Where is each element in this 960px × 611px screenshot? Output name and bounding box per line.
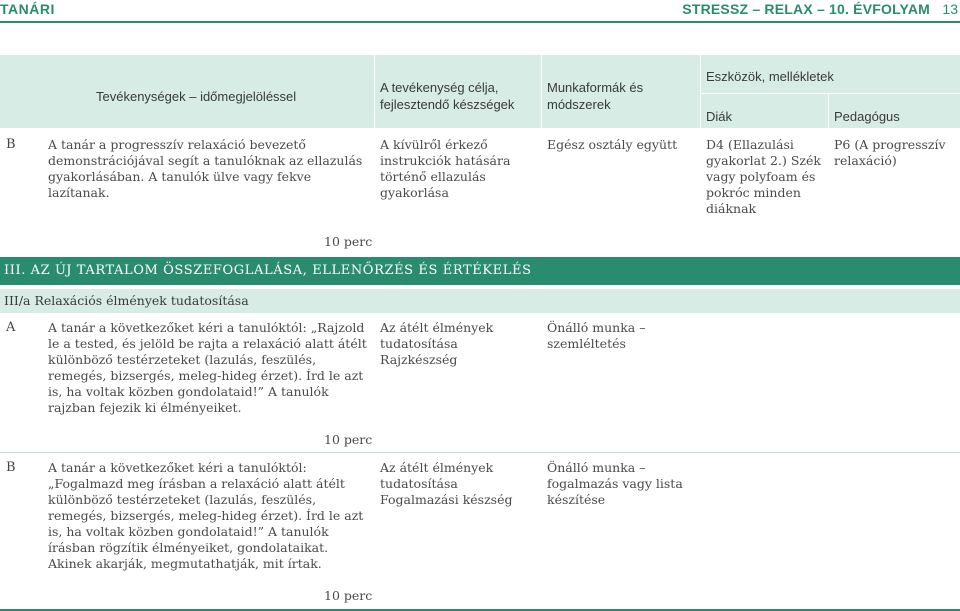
subsection-title: III/a Relaxációs élmények tudatosítása bbox=[4, 293, 249, 308]
activity-text: A tanár a következőket kéri a tanulóktól: „Rajzold le a tested, és jelöld be rajta a relaxáció alatt átélt különböző testérzeteket (lazulás, feszülés, remegés, bizsergés, meleg-hideg érzet). Írd le azt is, ha voltak közben gondolataid!” A tanulók rajzban fejezik ki élményeiket. bbox=[48, 320, 367, 415]
table-header bbox=[0, 55, 960, 128]
running-header bbox=[0, 0, 960, 20]
header-divider bbox=[700, 55, 701, 128]
section-title: III. AZ ÚJ TARTALOM ÖSSZEFOGLALÁSA, ELLENŐRZÉS ÉS ÉRTÉKELÉS bbox=[4, 263, 532, 278]
page-number: 13 bbox=[942, 1, 958, 17]
row-mark: B bbox=[6, 137, 16, 152]
goal-line: Rajzkészség bbox=[380, 352, 458, 367]
col-header-goal-line1: A tevékenység célja, bbox=[380, 80, 499, 95]
row-mark: B bbox=[6, 460, 16, 475]
header-left-title: TANÁRI bbox=[0, 1, 55, 17]
col-header-teacher: Pedagógus bbox=[834, 109, 900, 124]
header-right-title: STRESSZ – RELAX – 10. ÉVFOLYAM bbox=[682, 1, 930, 17]
col-header-methods-line1: Munkaformák és bbox=[547, 80, 644, 95]
method-text: Egész osztály együtt bbox=[547, 137, 678, 152]
duration: 10 perc bbox=[324, 234, 373, 249]
col-header-methods-line2: módszerek bbox=[547, 97, 611, 112]
activity-text: A tanár a következőket kéri a tanulóktól: „Fogalmazd meg írásban a relaxáció alatt átélt különböző testérzeteket (lazulás, feszülés, remegés, bizsergés, meleg-hideg érzet). Írd le azt is, ha voltak közben gondolataid!” A tanulók írásban rögzítik élményeiket, gondolataikat. Akinek akarják, megmutathatják, mit írtak. bbox=[48, 460, 364, 571]
col-header-goal bbox=[380, 79, 514, 113]
goal-text: A kívülről érkező instrukciók hatására történő ellazulás gyakorlása bbox=[380, 137, 511, 200]
activity-text: A tanár a progresszív relaxáció bevezető demonstrációjával segít a tanulóknak az ellazulás gyakorlásában. A tanulók ülve vagy fekve lazítanak. bbox=[48, 137, 363, 200]
goal-line: Az átélt élmények tudatosítása bbox=[380, 460, 494, 491]
duration: 10 perc bbox=[324, 432, 373, 447]
goal-text bbox=[380, 320, 535, 368]
header-divider bbox=[828, 93, 829, 128]
header-rule bbox=[0, 21, 960, 23]
header-divider bbox=[541, 55, 542, 128]
student-tools-text: D4 (Ellazulási gyakorlat 2.) Szék vagy polyfoam és pokróc minden diáknak bbox=[706, 137, 821, 216]
col-header-methods bbox=[547, 79, 643, 113]
subsection-heading bbox=[0, 289, 960, 313]
col-header-tools: Eszközök, mellékletek bbox=[706, 69, 834, 84]
goal-text bbox=[380, 460, 535, 508]
duration: 10 perc bbox=[324, 588, 373, 603]
goal-line: Az átélt élmények tudatosítása bbox=[380, 320, 494, 351]
row-divider bbox=[0, 452, 960, 453]
row-mark: A bbox=[6, 320, 16, 335]
section-heading bbox=[0, 257, 960, 285]
header-divider bbox=[374, 55, 375, 128]
col-header-activities: Tevékenységek – időmegjelöléssel bbox=[96, 89, 297, 104]
method-text: Önálló munka – szemléltetés bbox=[547, 320, 646, 351]
goal-line: Fogalmazási készség bbox=[380, 492, 513, 507]
col-header-student: Diák bbox=[706, 109, 733, 124]
col-header-goal-line2: fejlesztendő készségek bbox=[380, 97, 515, 112]
header-subdivider bbox=[700, 93, 960, 94]
method-text: Önálló munka – fogalmazás vagy lista készítése bbox=[547, 460, 683, 507]
teacher-tools-text: P6 (A progresszív relaxáció) bbox=[834, 137, 946, 168]
